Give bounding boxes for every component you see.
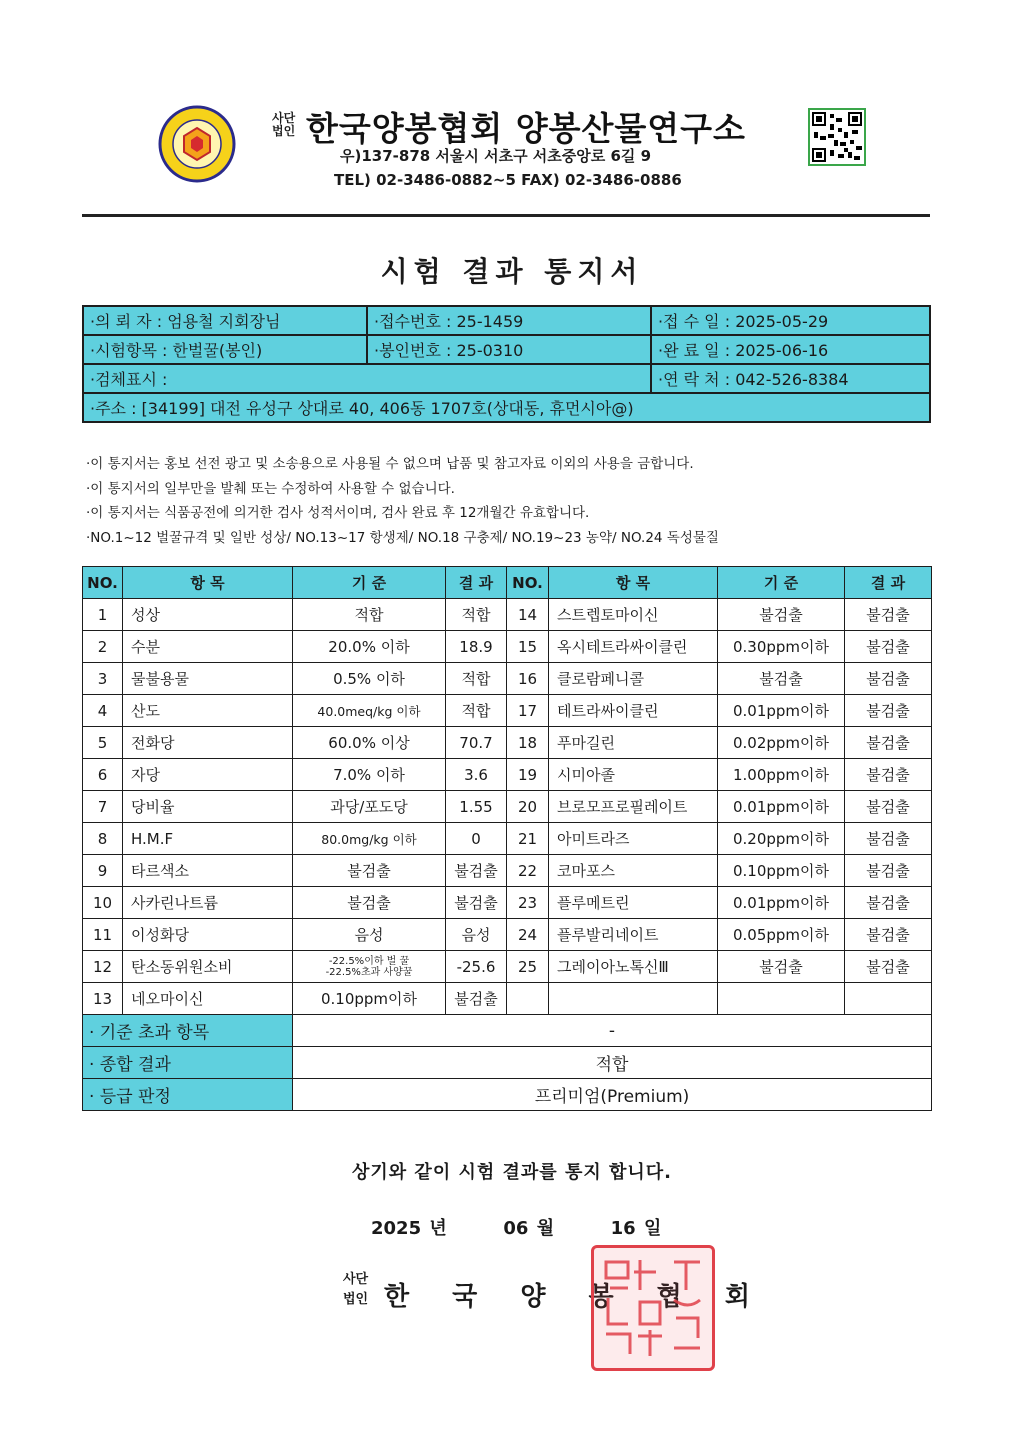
- org-prefix-line2: 법인: [272, 124, 296, 138]
- qr-code-icon: [808, 108, 866, 166]
- row-standard: 0.01ppm이하: [718, 887, 845, 919]
- signature-name: 한 국 양 봉 협 회: [384, 1282, 767, 1312]
- row-standard: 7.0% 이하: [293, 759, 446, 791]
- row-standard: 불검출: [293, 855, 446, 887]
- row-standard: 0.10ppm이하: [718, 855, 845, 887]
- row-item: 수분: [123, 631, 293, 663]
- header-result: 결 과: [446, 567, 507, 599]
- row-no: 3: [83, 663, 123, 695]
- row-no: 23: [507, 887, 549, 919]
- date-day-unit: 일: [643, 1218, 662, 1239]
- empty-cell: [845, 983, 932, 1015]
- row-no: 11: [83, 919, 123, 951]
- note-3: ·이 통지서는 식품공전에 의거한 검사 성적서이며, 검사 완료 후 12개월간 유효합니다.: [86, 505, 590, 521]
- summary-exceed-row: [83, 1015, 932, 1047]
- row-no: 10: [83, 887, 123, 919]
- row-result: 적합: [446, 695, 507, 727]
- test-item: ·시험항목 : 한벌꿀(봉인): [83, 335, 367, 364]
- row-item: 시미아졸: [549, 759, 718, 791]
- contact: ·연 락 처 : 042-526-8384: [651, 364, 930, 393]
- row-result: 불검출: [845, 855, 932, 887]
- row-standard: 0.30ppm이하: [718, 631, 845, 663]
- row-item: H.M.F: [123, 823, 293, 855]
- note-2: ·이 통지서의 일부만을 발췌 또는 수정하여 사용할 수 없습니다.: [86, 480, 455, 497]
- specimen-label: ·검체표시 :: [83, 364, 651, 393]
- header-item: 항 목: [123, 567, 293, 599]
- association-logo: [158, 105, 236, 183]
- row-standard: 0.05ppm이하: [718, 919, 845, 951]
- row-standard: 불검출: [718, 951, 845, 983]
- row-no: 5: [83, 727, 123, 759]
- table-row: [83, 663, 932, 695]
- row-no: 6: [83, 759, 123, 791]
- requester-address: ·주소 : [34199] 대전 유성구 상대로 40, 406동 1707호(상대동, 휴먼시아@): [83, 393, 930, 422]
- note-1: ·이 통지서는 홍보 선전 광고 및 소송용으로 사용될 수 없으며 납품 및 참고자료 이외의 사용을 금합니다.: [86, 456, 694, 472]
- row-standard: 과당/포도당: [293, 791, 446, 823]
- issue-date: [371, 1214, 661, 1240]
- row-item: 물불용물: [123, 663, 293, 695]
- row-result: 불검출: [845, 791, 932, 823]
- row-result: 1.55: [446, 791, 507, 823]
- info-row-3: [83, 364, 930, 393]
- closing-statement: 상기와 같이 시험 결과를 통지 합니다.: [352, 1162, 672, 1183]
- notes: [86, 452, 719, 550]
- header-standard: 기 준: [293, 567, 446, 599]
- date-year: 2025: [371, 1218, 422, 1239]
- org-name: 한국양봉협회 양봉산물연구소: [306, 109, 746, 148]
- table-row: [83, 695, 932, 727]
- summary-overall-row: [83, 1047, 932, 1079]
- row-standard: [293, 951, 446, 983]
- row-no: 16: [507, 663, 549, 695]
- empty-cell: [718, 983, 845, 1015]
- signature-prefix-line2: 법인: [343, 1292, 369, 1307]
- row-standard: 60.0% 이상: [293, 727, 446, 759]
- row-no: 2: [83, 631, 123, 663]
- row-item: 당비율: [123, 791, 293, 823]
- row-standard: 적합: [293, 599, 446, 631]
- row-no: 13: [83, 983, 123, 1015]
- row-item: 아미트라즈: [549, 823, 718, 855]
- date-month-unit: 월: [536, 1218, 555, 1239]
- org-prefix-line1: 사단: [272, 111, 296, 125]
- logo-emblem-icon: [158, 105, 236, 183]
- row-result: 적합: [446, 599, 507, 631]
- test-results-table: [82, 566, 932, 1111]
- row-result: 불검출: [446, 855, 507, 887]
- qr-pattern: [810, 110, 864, 164]
- header-standard: 기 준: [718, 567, 845, 599]
- row-item: 옥시테트라싸이클린: [549, 631, 718, 663]
- row-item: 브로모프로필레이트: [549, 791, 718, 823]
- row-standard: 0.02ppm이하: [718, 727, 845, 759]
- receipt-date: ·접 수 일 : 2025-05-29: [651, 306, 930, 335]
- receipt-number: ·접수번호 : 25-1459: [367, 306, 651, 335]
- summary-grade-row: [83, 1079, 932, 1111]
- row-item: 사카린나트륨: [123, 887, 293, 919]
- row-result: 불검출: [845, 663, 932, 695]
- row-standard: 0.10ppm이하: [293, 983, 446, 1015]
- overall-value: 적합: [293, 1047, 932, 1079]
- row-item: 자당: [123, 759, 293, 791]
- standard-line2: -22.5%초과 사양꿀: [325, 966, 413, 978]
- row-item: 이성화당: [123, 919, 293, 951]
- row-result: 70.7: [446, 727, 507, 759]
- seal-icon: [594, 1248, 712, 1368]
- grade-label: · 등급 판정: [83, 1079, 293, 1111]
- row-item: 전화당: [123, 727, 293, 759]
- table-row: [83, 823, 932, 855]
- date-day: 16: [610, 1218, 636, 1239]
- table-row: [83, 727, 932, 759]
- row-standard: 불검출: [718, 663, 845, 695]
- row-standard: 0.20ppm이하: [718, 823, 845, 855]
- row-no: 7: [83, 791, 123, 823]
- header-no: NO.: [507, 567, 549, 599]
- table-row: [83, 983, 932, 1015]
- grade-value: 프리미엄(Premium): [293, 1079, 932, 1111]
- overall-label: · 종합 결과: [83, 1047, 293, 1079]
- row-item: 플루발리네이트: [549, 919, 718, 951]
- header-divider: [82, 214, 930, 217]
- row-no: 20: [507, 791, 549, 823]
- row-standard: 음성: [293, 919, 446, 951]
- header-item: 항 목: [549, 567, 718, 599]
- date-year-unit: 년: [429, 1218, 447, 1239]
- row-result: 불검출: [845, 695, 932, 727]
- row-item: 푸마길린: [549, 727, 718, 759]
- org-address: 우)137-878 서울시 서초구 서초중앙로 6길 9: [340, 147, 652, 165]
- official-seal-stamp: [591, 1245, 715, 1371]
- signature-prefix-line1: 사단: [343, 1272, 369, 1287]
- row-item: 타르색소: [123, 855, 293, 887]
- row-standard: 불검출: [718, 599, 845, 631]
- table-row: [83, 919, 932, 951]
- info-row-4: [83, 393, 930, 422]
- document-title: 시험 결과 통지서: [380, 255, 644, 288]
- row-item: 스트렙토마이신: [549, 599, 718, 631]
- row-item: 탄소동위원소비: [123, 951, 293, 983]
- row-standard: 0.01ppm이하: [718, 695, 845, 727]
- row-item: 코마포스: [549, 855, 718, 887]
- row-result: 불검출: [845, 759, 932, 791]
- row-no: 22: [507, 855, 549, 887]
- table-row: [83, 855, 932, 887]
- seal-number: ·봉인번호 : 25-0310: [367, 335, 651, 364]
- row-standard: 불검출: [293, 887, 446, 919]
- row-item: 네오마이신: [123, 983, 293, 1015]
- table-row: [83, 631, 932, 663]
- signature-prefix: [343, 1270, 368, 1310]
- row-no: 24: [507, 919, 549, 951]
- row-result: 음성: [446, 919, 507, 951]
- empty-cell: [507, 983, 549, 1015]
- row-result: 불검출: [845, 887, 932, 919]
- info-row-2: [83, 335, 930, 364]
- table-header-row: [83, 567, 932, 599]
- row-no: 19: [507, 759, 549, 791]
- row-result: 불검출: [845, 727, 932, 759]
- table-row: [83, 599, 932, 631]
- table-row: [83, 791, 932, 823]
- row-result: 불검출: [845, 599, 932, 631]
- row-standard: 0.5% 이하: [293, 663, 446, 695]
- row-no: 17: [507, 695, 549, 727]
- table-row: [83, 887, 932, 919]
- info-row-1: [83, 306, 930, 335]
- row-result: 적합: [446, 663, 507, 695]
- requester: ·의 뢰 자 : 엄용철 지회장님: [83, 306, 367, 335]
- exceed-value: -: [293, 1015, 932, 1047]
- row-no: 15: [507, 631, 549, 663]
- row-item: 플루메트린: [549, 887, 718, 919]
- row-item: 산도: [123, 695, 293, 727]
- row-no: 1: [83, 599, 123, 631]
- row-item: 성상: [123, 599, 293, 631]
- org-tel-fax: TEL) 02-3486-0882~5 FAX) 02-3486-0886: [334, 171, 682, 189]
- row-no: 12: [83, 951, 123, 983]
- row-result: 불검출: [845, 631, 932, 663]
- request-info-table: [82, 305, 931, 423]
- header-no: NO.: [83, 567, 123, 599]
- row-result: 불검출: [845, 919, 932, 951]
- row-result: 불검출: [446, 983, 507, 1015]
- row-result: 불검출: [845, 823, 932, 855]
- header-result: 결 과: [845, 567, 932, 599]
- row-no: 25: [507, 951, 549, 983]
- row-result: 18.9: [446, 631, 507, 663]
- row-no: 9: [83, 855, 123, 887]
- row-result: 0: [446, 823, 507, 855]
- row-item: 클로람페니콜: [549, 663, 718, 695]
- standard-line1: -22.5%이하 벌 꿀: [328, 955, 410, 967]
- row-no: 8: [83, 823, 123, 855]
- date-month: 06: [503, 1218, 529, 1239]
- row-result: 불검출: [446, 887, 507, 919]
- note-4: ·NO.1~12 벌꿀규격 및 일반 성상/ NO.13~17 항생제/ NO.18 구충제/ NO.19~23 농약/ NO.24 독성물질: [86, 529, 719, 546]
- row-no: 18: [507, 727, 549, 759]
- table-row: [83, 759, 932, 791]
- row-standard: 0.01ppm이하: [718, 791, 845, 823]
- complete-date: ·완 료 일 : 2025-06-16: [651, 335, 930, 364]
- row-no: 14: [507, 599, 549, 631]
- row-result: -25.6: [446, 951, 507, 983]
- row-no: 21: [507, 823, 549, 855]
- row-result: 불검출: [845, 951, 932, 983]
- org-prefix: [272, 112, 295, 138]
- empty-cell: [549, 983, 718, 1015]
- row-standard: 80.0mg/kg 이하: [293, 823, 446, 855]
- row-item: 테트라싸이클린: [549, 695, 718, 727]
- row-item: 그레이아노톡신Ⅲ: [549, 951, 718, 983]
- table-row: [83, 951, 932, 983]
- row-result: 3.6: [446, 759, 507, 791]
- row-no: 4: [83, 695, 123, 727]
- row-standard: 40.0meq/kg 이하: [293, 695, 446, 727]
- row-standard: 20.0% 이하: [293, 631, 446, 663]
- row-standard: 1.00ppm이하: [718, 759, 845, 791]
- exceed-label: · 기준 초과 항목: [83, 1015, 293, 1047]
